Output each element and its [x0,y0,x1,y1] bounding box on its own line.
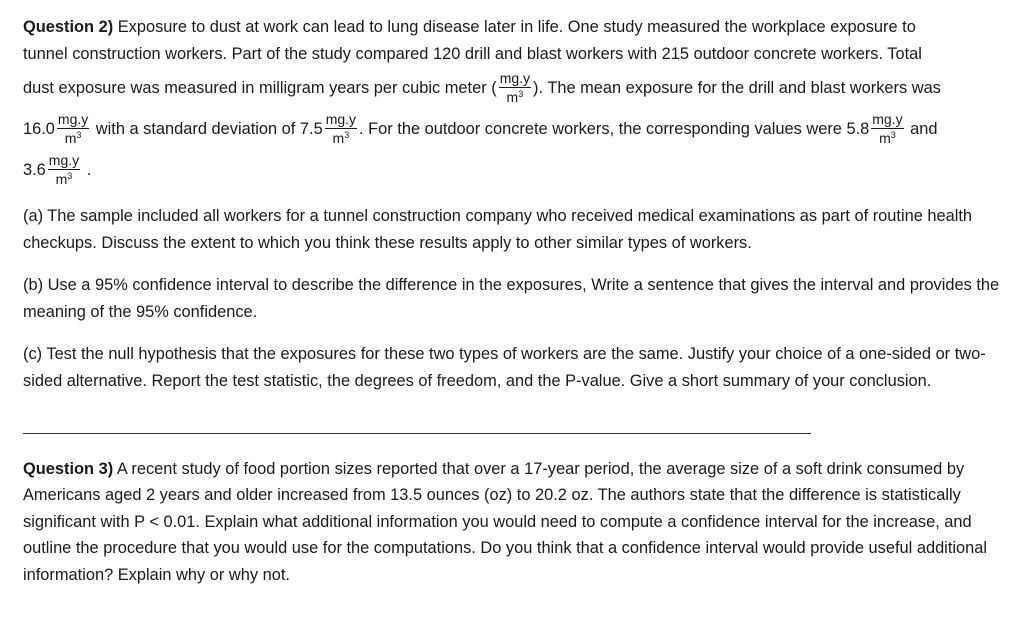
unit-fraction: $\frac{mg.y}{m^3}$ [499,70,531,105]
question-2-line-4: 16.0 $\frac{mg.y}{m^3}$ with a standard deviation of 7.5 $\frac{mg.y}{m^3}$ . For the outdoor concrete workers, the corresponding values were 5.8 $\frac{mg.y}{m^3}$ and [23,111,938,146]
question-2-line-3: dust exposure was measured in milligram years per cubic meter ( $\frac{mg.y}{m^3}$ ). The mean exposure for the drill and blast workers was [23,70,941,105]
question-2-line-5: 3.6 $\frac{mg.y}{m^3}$ . [23,152,92,187]
part-c-paragraph: (c) Test the null hypothesis that the exposures for these two types of workers are the same. Justify your choice of a one-sided or two-sided alternative. Report the test statistic, the degrees of freedom, and the P-value. Give a short summary of your conclusion. [23,345,986,390]
section-divider [23,433,811,434]
question-2-line-2: tunnel construction workers. Part of the study compared 120 drill and blast workers with 215 outdoor concrete workers. Total [23,44,922,63]
question-3 [23,456,1008,589]
question-2 [23,14,1008,188]
unit-fraction: $\frac{mg.y}{m^3}$ [57,111,89,146]
unit-fraction: $\frac{mg.y}{m^3}$ [872,111,903,146]
unit-fraction: $\frac{mg.y}{m^3}$ [325,111,357,146]
part-a-paragraph: (a) The sample included all workers for a tunnel construction company who received medical examinations as part of routine health checkups. Discuss the extent to which you think these results apply to other similar types of workers. [23,207,973,252]
question-2-line-1: Question 2) Exposure to dust at work can lead to lung disease later in life. One study measured the workplace exposure to [23,18,916,36]
part-b-paragraph: (b) Use a 95% confidence interval to describe the difference in the exposures, Write a sentence that gives the interval and provides the meaning of the 95% confidence. [23,276,1000,321]
question-3-heading: Question 3) [23,459,114,478]
question-2-heading: Question 2) [23,18,114,36]
question-3-body: A recent study of food portion sizes reported that over a 17-year period, the average size of a soft drink consumed by Americans aged 2 years and older increased from 13.5 ounces (oz) to 20.2 oz. The authors state that the difference is statistically significant with P < 0.01. Explain what additional information you would need to compute a confidence interval for the increase, and outline the procedure that you would use for the computations. Do you think that a confidence interval would provide useful additional information? Explain why or why not. [23,459,988,584]
unit-fraction: $\frac{mg.y}{m^3}$ [48,152,80,187]
